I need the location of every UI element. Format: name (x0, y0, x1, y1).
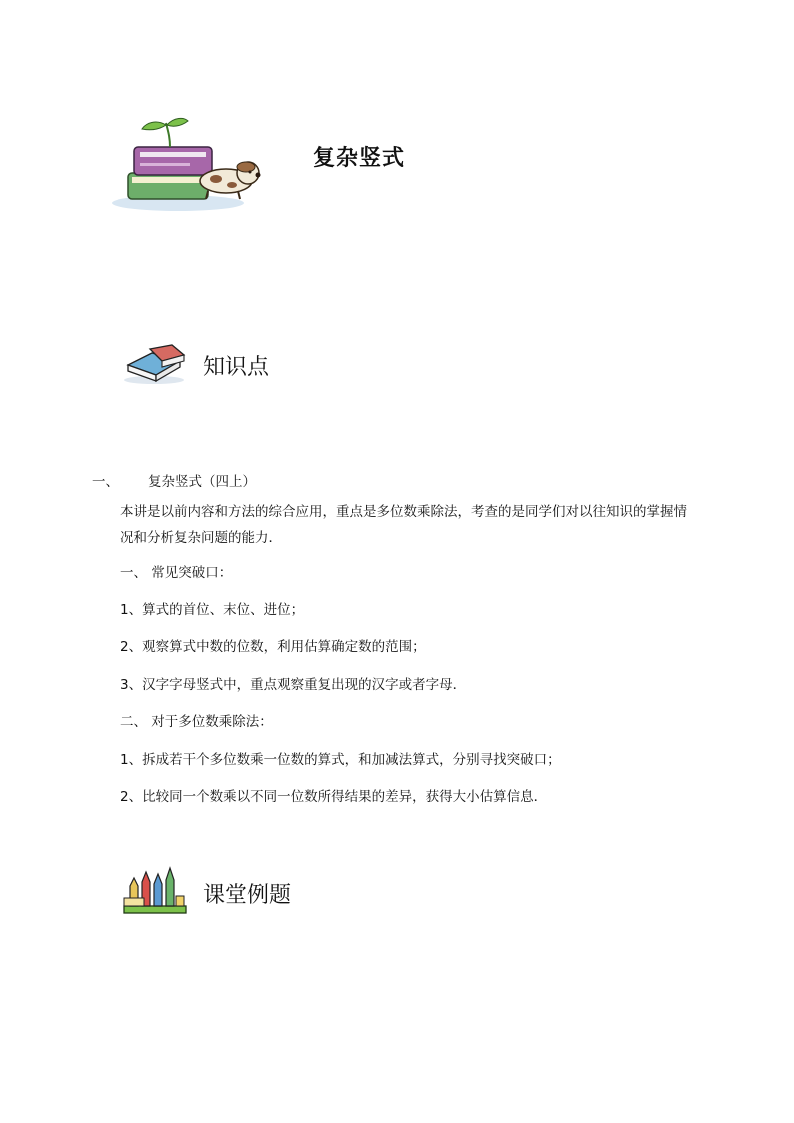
list-item: 2、比较同一个数乘以不同一位数所得结果的差异，获得大小估算信息． (120, 789, 548, 805)
list-item: 3、汉字字母竖式中，重点观察重复出现的汉字或者字母． (120, 677, 467, 693)
page-title: 复杂竖式 (313, 146, 406, 171)
list-item: 1、拆成若干个多位数乘一位数的算式，和加减法算式，分别寻找突破口； (120, 752, 561, 768)
pencils-icon (120, 866, 190, 916)
list-item: 1、算式的首位、末位、进位； (120, 602, 305, 618)
notebook-icon (122, 343, 188, 385)
section-examples-title: 课堂例题 (203, 883, 292, 908)
list-item: 一、 常见突破口： (120, 565, 233, 581)
section-knowledge-title: 知识点 (203, 355, 270, 380)
topic-intro: 本讲是以前内容和方法的综合应用，重点是多位数乘除法，考查的是同学们对以往知识的掌握情况和分析复杂问题的能力． (120, 504, 687, 546)
list-item: 2、观察算式中数的位数，利用估算确定数的范围； (120, 639, 426, 655)
books-dog-illustration (108, 115, 268, 215)
topic-heading: 复杂竖式（四上） (148, 474, 256, 490)
list-item: 二、 对于多位数乘除法： (120, 714, 273, 730)
topic-number: 一、 (92, 474, 119, 490)
